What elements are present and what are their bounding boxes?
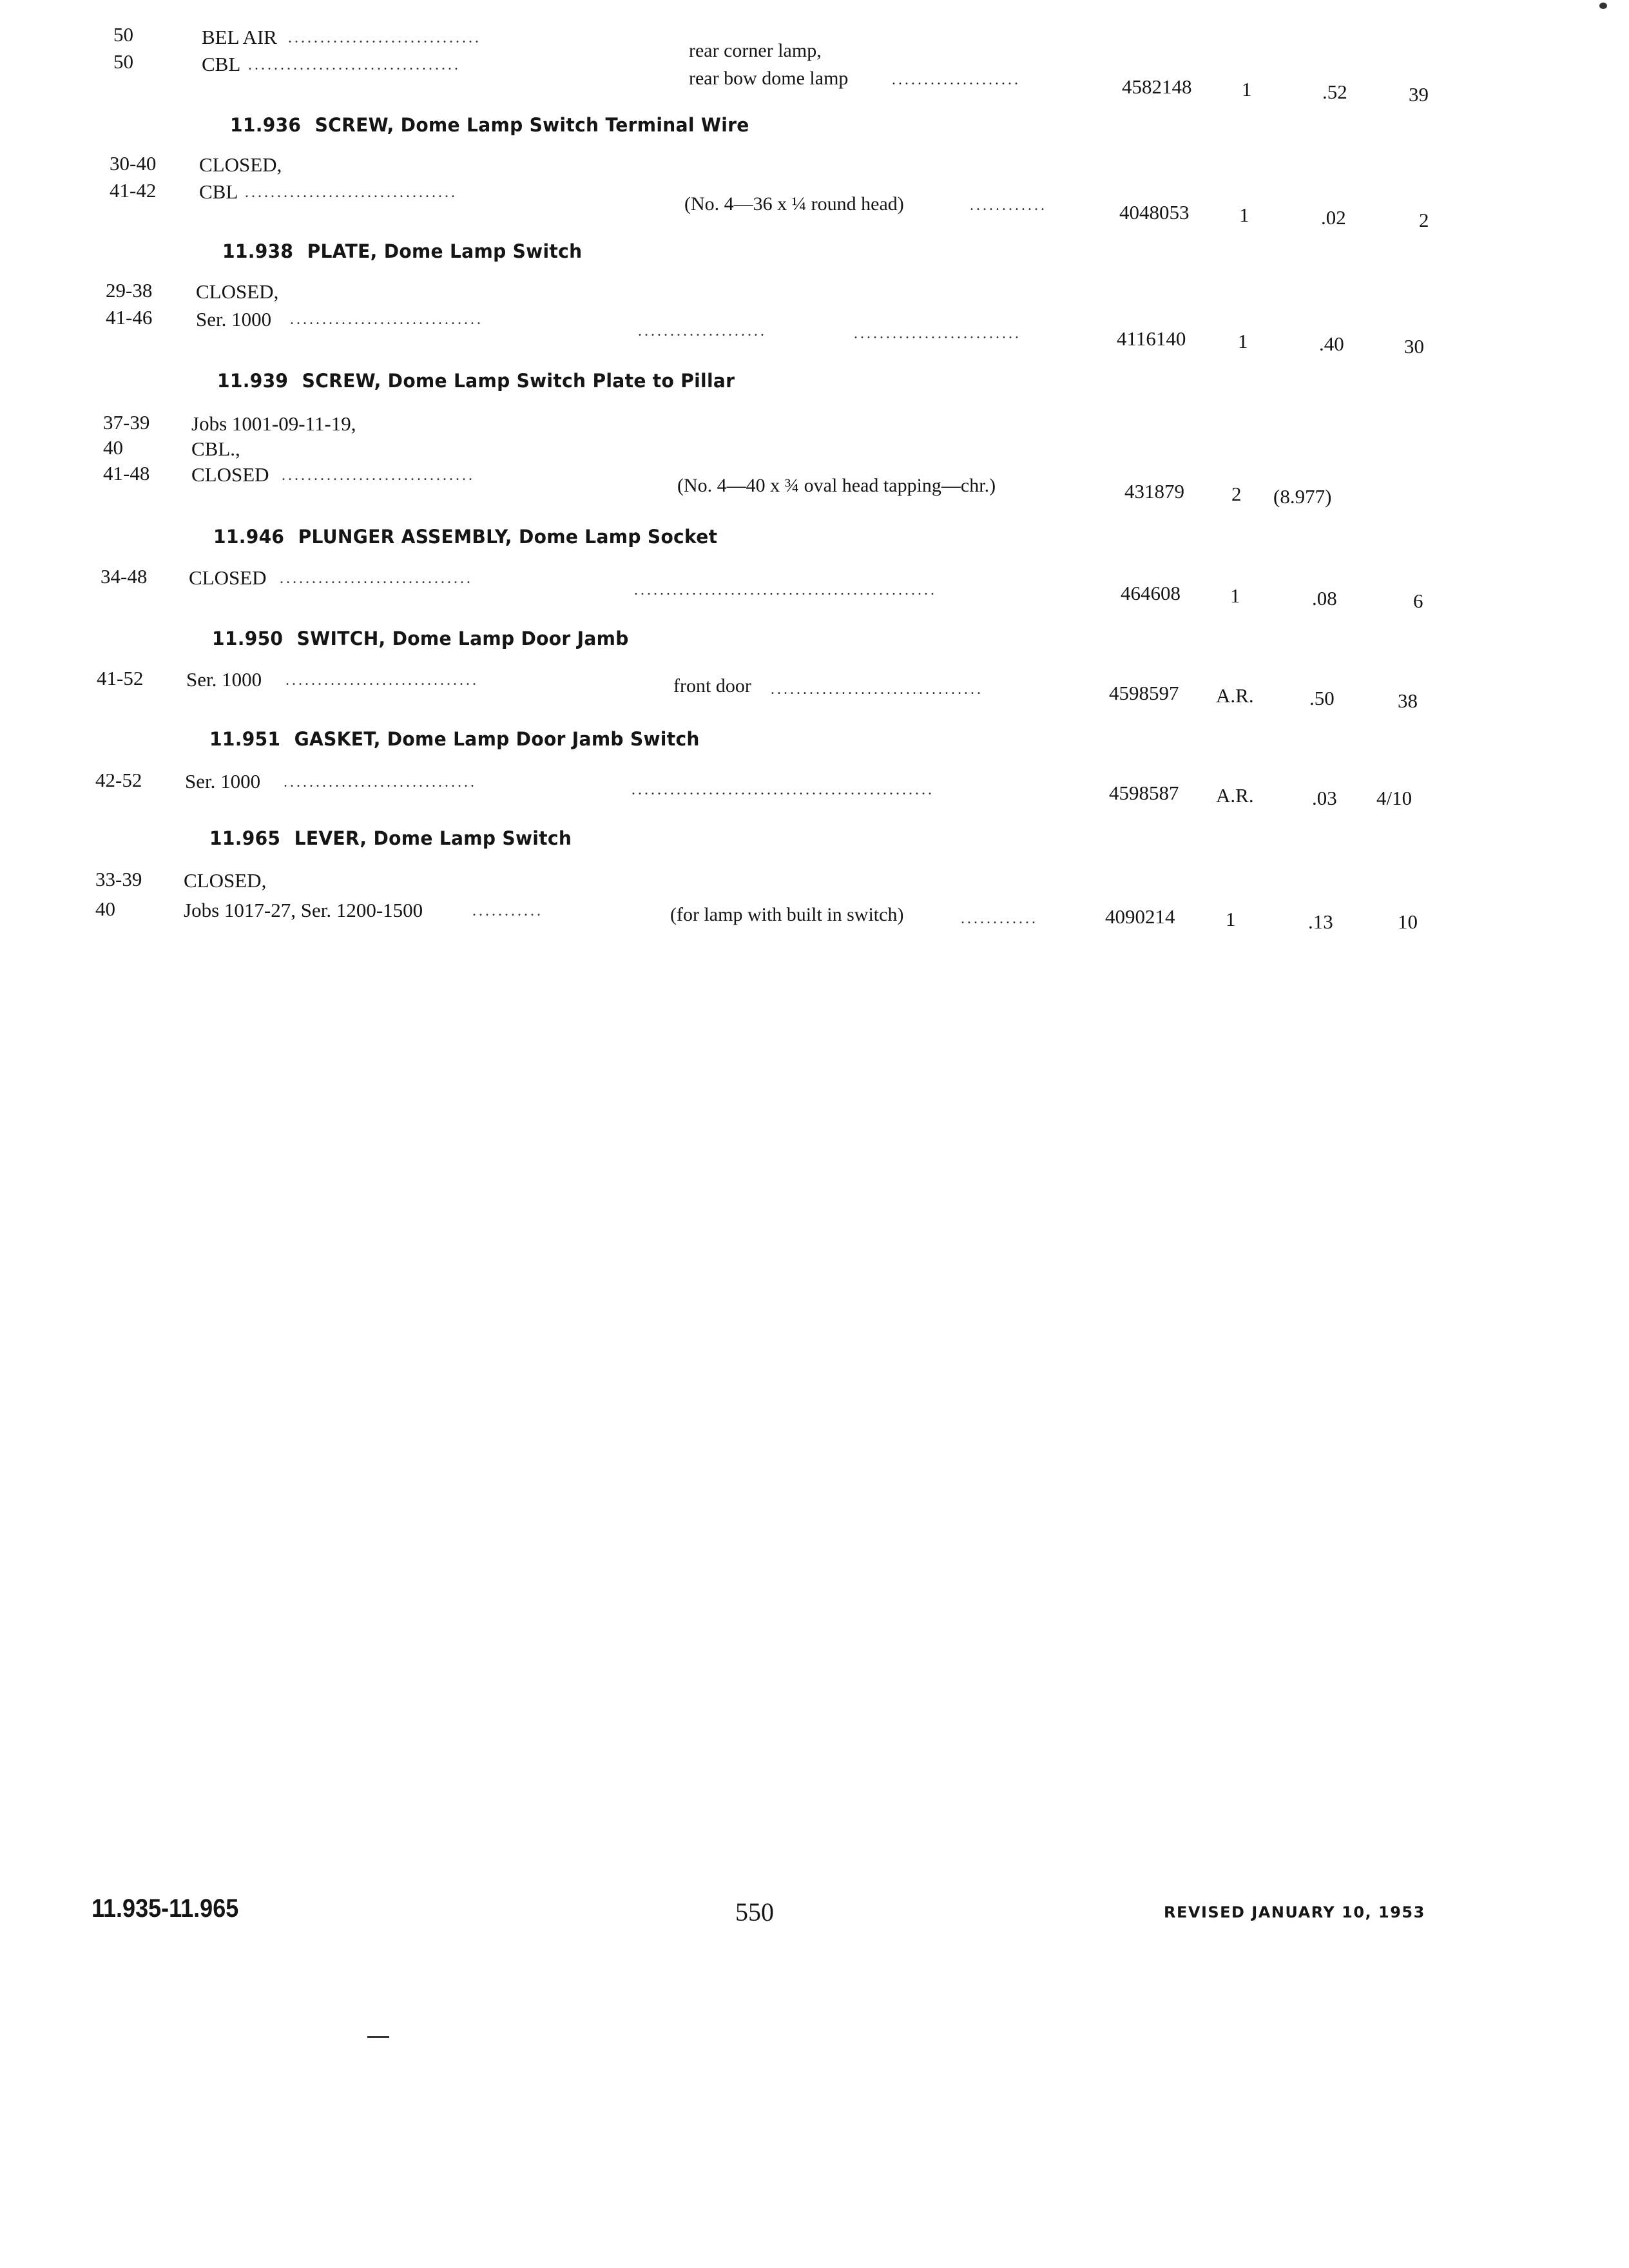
- leader-dots: .................................: [248, 57, 461, 73]
- row-part-number: 4582148: [1122, 75, 1192, 98]
- section-heading: [222, 240, 582, 262]
- leader-dots: .................................: [245, 184, 458, 201]
- row-description: (for lamp with built in switch): [670, 904, 904, 925]
- row-quantity: 1: [1226, 908, 1236, 930]
- row-years: 41-52: [97, 667, 144, 689]
- row-model: Jobs 1001-09-11-19,: [191, 412, 356, 435]
- leader-dots: ...............................................: [631, 782, 934, 798]
- scan-mark: [1599, 3, 1607, 9]
- row-model: BEL AIR: [202, 26, 277, 48]
- row-price: .50: [1309, 687, 1335, 709]
- row-years: 40: [103, 436, 123, 459]
- leader-dots: ..............................: [282, 467, 475, 484]
- row-quantity: 2: [1231, 483, 1242, 505]
- row-model: Ser. 1000: [196, 308, 272, 331]
- row-years: 33-39: [95, 868, 142, 890]
- section-code: 11.939: [217, 370, 289, 392]
- section-code: 11.951: [209, 728, 281, 750]
- scan-mark: [367, 2036, 389, 2038]
- row-quantity: 1: [1230, 584, 1240, 607]
- row-price: .52: [1322, 81, 1347, 103]
- leader-dots: ..............................: [290, 311, 483, 328]
- leader-dots: ..............................: [288, 30, 481, 46]
- leader-dots: ............: [961, 910, 1038, 927]
- section-heading: [209, 728, 700, 750]
- row-model: Jobs 1017-27, Ser. 1200-1500: [184, 899, 423, 921]
- row-model: CLOSED: [189, 566, 267, 589]
- row-model: Ser. 1000: [186, 668, 262, 691]
- section-title: SCREW, Dome Lamp Switch Plate to Pillar: [302, 370, 735, 392]
- row-price: .02: [1321, 206, 1346, 229]
- section-code: 11.950: [212, 628, 284, 649]
- row-model: CLOSED,: [184, 869, 267, 892]
- row-weight: 6: [1413, 590, 1423, 612]
- row-quantity: A.R.: [1216, 684, 1254, 707]
- leader-dots: ....................: [638, 323, 767, 340]
- footer-revised-date: REVISED JANUARY 10, 1953: [1164, 1903, 1425, 1921]
- row-quantity: A.R.: [1216, 784, 1254, 807]
- row-weight: 2: [1419, 209, 1429, 231]
- section-heading: [230, 114, 749, 136]
- leader-dots: ....................: [892, 72, 1021, 88]
- row-years: 40: [95, 898, 115, 920]
- row-model: CBL.,: [191, 437, 240, 460]
- row-years: 37-39: [103, 411, 150, 434]
- section-title: GASKET, Dome Lamp Door Jamb Switch: [294, 728, 700, 750]
- leader-dots: ..............................: [280, 570, 473, 587]
- leader-dots: ..............................: [285, 672, 479, 689]
- row-description: rear corner lamp,: [689, 40, 822, 61]
- row-years: 41-42: [110, 179, 157, 202]
- row-description: (No. 4—36 x ¼ round head): [684, 193, 904, 215]
- row-description: front door: [673, 675, 751, 697]
- leader-dots: ..............................: [284, 774, 477, 791]
- row-years: 30-40: [110, 152, 157, 175]
- row-weight: 4/10: [1376, 787, 1412, 809]
- row-quantity: 1: [1239, 204, 1249, 226]
- section-code: 11.936: [230, 114, 302, 136]
- section-code: 11.938: [222, 240, 294, 262]
- section-title: PLUNGER ASSEMBLY, Dome Lamp Socket: [298, 526, 718, 548]
- row-model: CLOSED,: [196, 280, 279, 303]
- row-model: Ser. 1000: [185, 770, 261, 793]
- row-years: 34-48: [101, 565, 148, 588]
- leader-dots: ............: [970, 197, 1047, 214]
- section-code: 11.965: [209, 827, 281, 849]
- row-part-number: 4116140: [1117, 327, 1186, 350]
- row-part-number: 4090214: [1105, 905, 1175, 928]
- row-price: .40: [1319, 332, 1344, 355]
- row-model: CLOSED,: [199, 153, 282, 176]
- row-model: CBL: [202, 53, 241, 75]
- row-years: 50: [113, 50, 133, 73]
- leader-dots: .................................: [771, 681, 983, 698]
- row-quantity: 1: [1242, 78, 1252, 101]
- section-heading: [209, 827, 572, 849]
- section-code: 11.946: [213, 526, 285, 548]
- row-years: 41-46: [106, 306, 153, 329]
- row-part-number: 4598597: [1109, 682, 1179, 704]
- row-weight: 39: [1409, 83, 1429, 106]
- row-quantity: 1: [1238, 330, 1248, 352]
- row-part-number: 464608: [1121, 582, 1181, 604]
- leader-dots: ..........................: [854, 325, 1021, 342]
- row-years: 41-48: [103, 462, 150, 485]
- leader-dots: ...........: [472, 903, 543, 919]
- row-years: 42-52: [95, 769, 142, 791]
- section-title: SWITCH, Dome Lamp Door Jamb: [296, 628, 629, 649]
- row-part-number: 4048053: [1119, 201, 1190, 224]
- row-description: rear bow dome lamp: [689, 68, 849, 89]
- row-part-number: 4598587: [1109, 782, 1179, 804]
- row-years: 50: [113, 23, 133, 46]
- row-price: (8.977): [1273, 485, 1332, 508]
- section-title: PLATE, Dome Lamp Switch: [307, 240, 583, 262]
- row-model: CBL: [199, 180, 238, 203]
- leader-dots: ...............................................: [634, 582, 937, 599]
- section-heading: [213, 526, 717, 548]
- row-description: (No. 4—40 x ¾ oval head tapping—chr.): [677, 475, 996, 496]
- footer-section-range: 11.935-11.965: [92, 1894, 239, 1923]
- row-weight: 38: [1398, 689, 1418, 712]
- row-years: 29-38: [106, 279, 153, 302]
- section-title: LEVER, Dome Lamp Switch: [294, 827, 572, 849]
- section-title: SCREW, Dome Lamp Switch Terminal Wire: [314, 114, 749, 136]
- row-model: CLOSED: [191, 463, 269, 486]
- row-price: .08: [1312, 587, 1337, 610]
- footer-page-number: 550: [735, 1898, 774, 1927]
- section-heading: [217, 370, 735, 392]
- row-price: .03: [1312, 787, 1337, 809]
- row-price: .13: [1308, 910, 1333, 933]
- row-weight: 30: [1404, 335, 1424, 358]
- row-weight: 10: [1398, 910, 1418, 933]
- section-heading: [212, 628, 629, 649]
- row-part-number: 431879: [1124, 480, 1184, 503]
